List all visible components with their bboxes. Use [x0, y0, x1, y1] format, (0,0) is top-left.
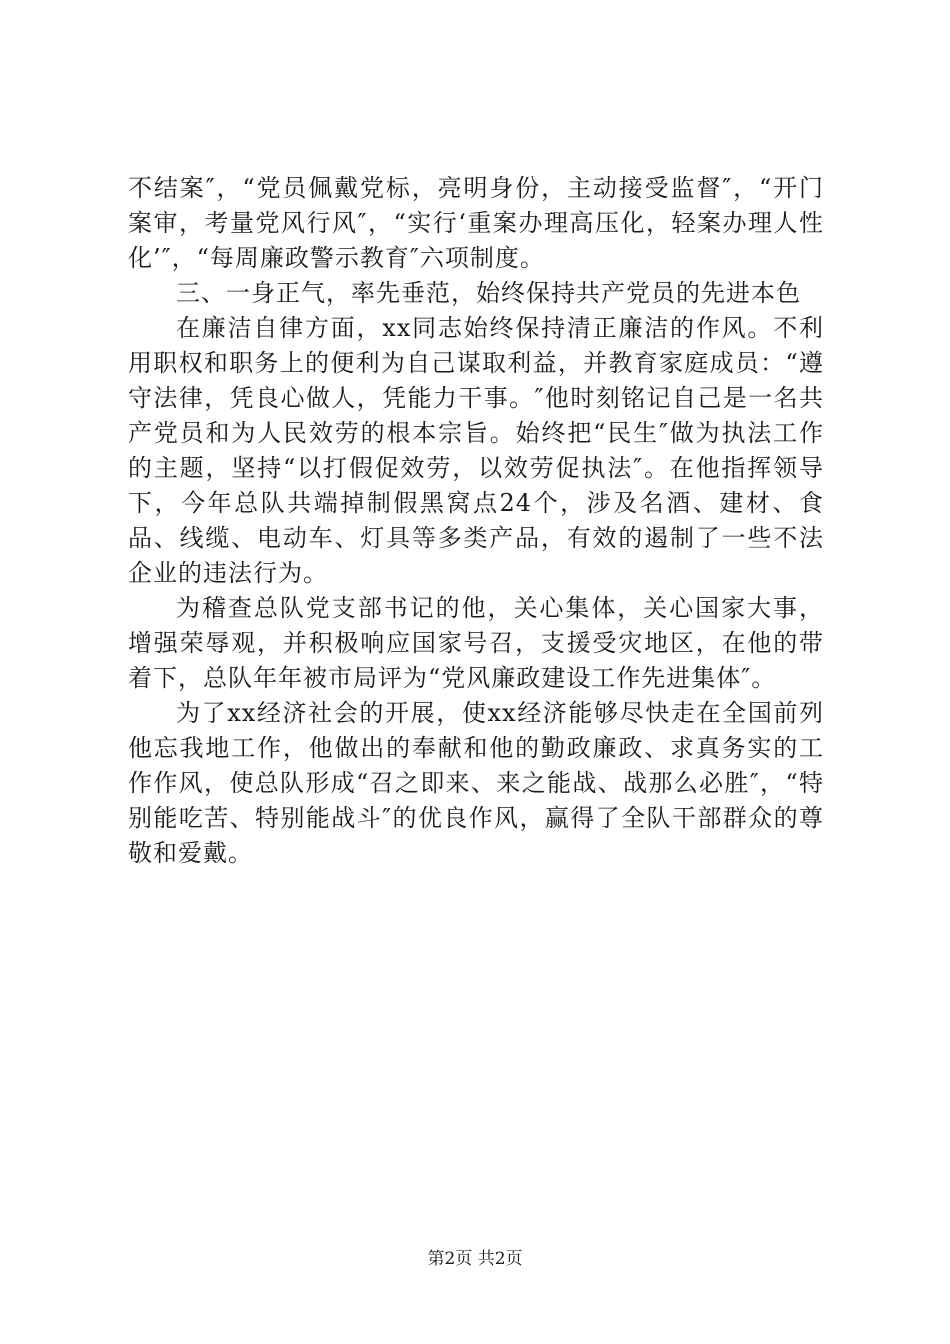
paragraph-economic-development: 为了xx经济社会的开展，使xx经济能够尽快走在全国前列他忘我地工作，他做出的奉献和他的勤政廉政、求真务实的工作作风，使总队形成“召之即来、来之能战、战那么必胜″，“特别能吃苦、特别能战斗″的优良作风，赢得了全队干部群众的尊敬和爱戴。: [128, 699, 824, 867]
paragraph-party-secretary: 为稽查总队党支部书记的他，关心集体，关心国家大事，增强荣辱观，并积极响应国家号召，支援受灾地区，在他的带着下，总队年年被市局评为“党风廉政建设工作先进集体″。: [128, 594, 824, 692]
page-number-footer: 第2页 共2页: [427, 1249, 523, 1269]
section-heading: 三、一身正气，率先垂范，始终保持共产党员的先进本色: [176, 279, 801, 307]
paragraph-continuation: 不结案″，“党员佩戴党标，亮明身份，主动接受监督″，“开门案审，考量党风行风″，“实行‘重案办理高压化，轻案办理人性化’″，“每周廉政警示教育″六项制度。: [128, 174, 824, 272]
paragraph-integrity: 在廉洁自律方面，xx同志始终保持清正廉洁的作风。不利用职权和职务上的便利为自己谋取利益，并教育家庭成员：“遵守法律，凭良心做人，凭能力干事。″他时刻铭记自己是一名共产党员和为人民效劳的根本宗旨。始终把“民生″做为执法工作的主题，坚持“以打假促效劳，以效劳促执法″。在他指挥领导下，今年总队共端掉制假黑窝点24个，涉及名酒、建材、食品、线缆、电动车、灯具等多类产品，有效的遏制了一些不法企业的违法行为。: [128, 314, 824, 587]
document-body: [128, 171, 824, 871]
